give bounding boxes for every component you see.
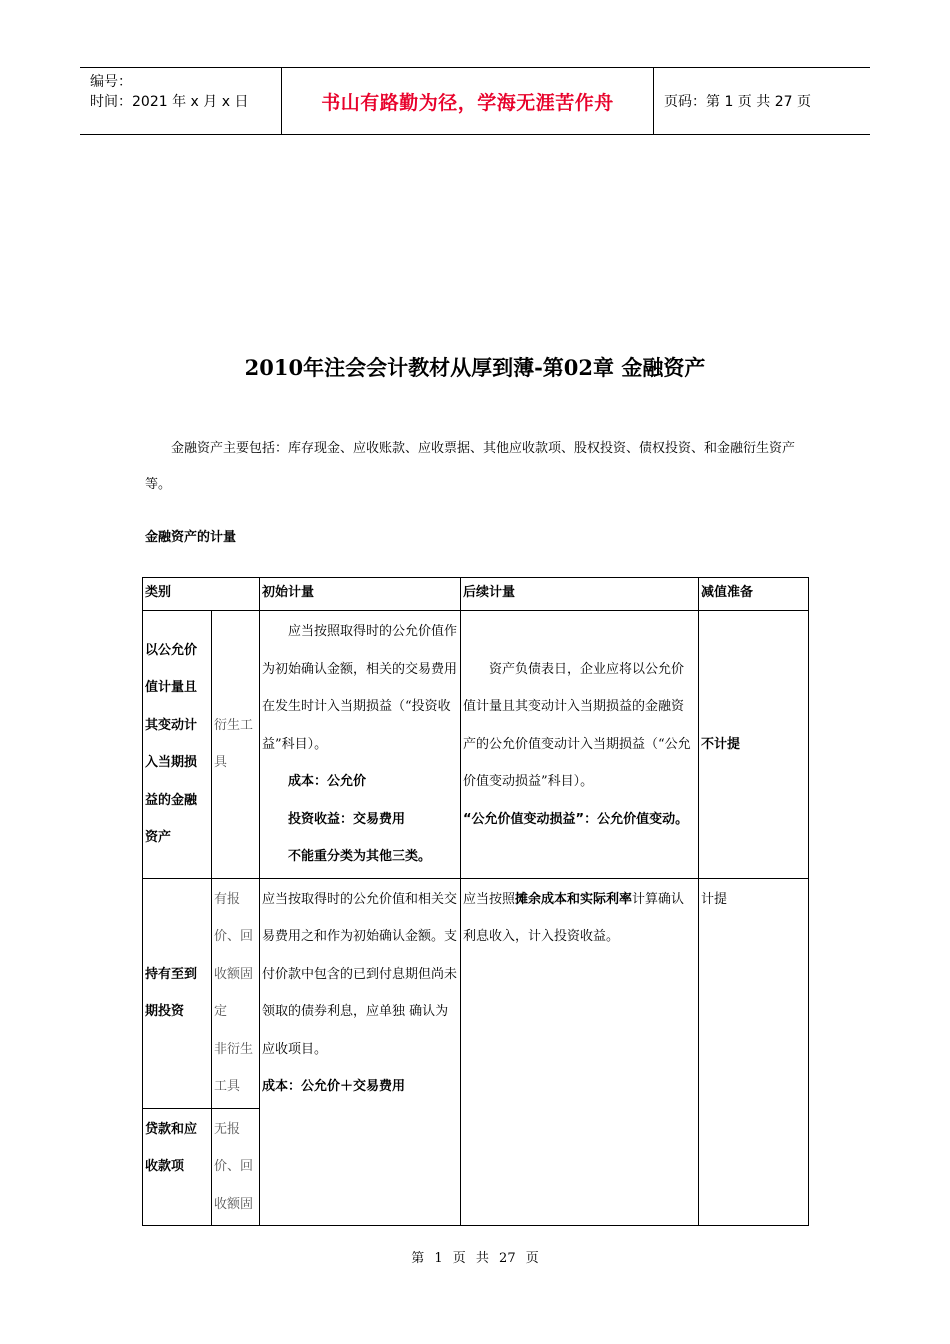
table-header-row (143, 578, 809, 611)
financial-assets-table (142, 577, 809, 1226)
document-title: 2010年注会会计教材从厚到薄-第02章 金融资产 (244, 355, 706, 380)
header-category: 类别 (143, 578, 260, 611)
header-page-info: 页码：第 1 页 共 27 页 (664, 94, 811, 110)
section-heading: 金融资产的计量 (145, 530, 237, 545)
row2-subsequent (461, 878, 699, 1226)
header-initial: 初始计量 (260, 578, 461, 611)
time-label: 时间：2021 年 x 月 x 日 (90, 94, 249, 110)
row3-subtype: 无报价、回收额固 (212, 1108, 260, 1226)
row1-subsequent-bold: “公允价值变动损益”：公允价值变动。 (463, 811, 689, 827)
number-label: 编号： (90, 74, 132, 90)
row2-subsequent-bold: 摊余成本和实际利率 (515, 891, 633, 907)
row2-subsequent-prefix: 应当按照 (463, 891, 516, 907)
page-header (80, 67, 870, 135)
row2-subtype (212, 878, 260, 1108)
table-row (143, 878, 809, 1108)
intro-paragraph: 金融资产主要包括：库存现金、应收账款、应收票据、其他应收款项、股权投资、债权投资、和金融衍生资产等。 (145, 441, 796, 492)
row2-initial-cost: 成本：公允价＋交易费用 (262, 1079, 406, 1094)
row2-category: 持有至到期投资 (143, 878, 212, 1108)
row1-subsequent-text: 资产负债表日，企业应将以公允价值计量且其变动计入当期损益的金融资产的公允价值变动计入当期损益（“公允价值变动损益”科目）。 (463, 661, 691, 789)
row3-category: 贷款和应收款项 (143, 1108, 212, 1226)
header-meta (80, 68, 282, 134)
table-row (143, 611, 809, 879)
row1-initial (260, 611, 461, 879)
row2-subtype-text: 有报价、回收额固定 (214, 891, 254, 1019)
row1-initial-note: 不能重分类为其他三类。 (288, 849, 432, 864)
row2-subsequent-suffix: 计算确认利息收入，计入投资收益。 (463, 891, 685, 944)
row2-initial (260, 878, 461, 1226)
row1-initial-text: 应当按照取得时的公允价值作为初始确认金额，相关的交易费用在发生时计入当期损益（“投资收益”科目）。 (262, 624, 458, 752)
row1-impairment: 不计提 (699, 611, 809, 879)
header-subsequent: 后续计量 (461, 578, 699, 611)
header-impairment: 减值准备 (699, 578, 809, 611)
row1-subsequent (461, 611, 699, 879)
row1-category: 以公允价值计量且其变动计入当期损益的金融资产 (143, 611, 212, 879)
row1-initial-cost: 成本：公允价 (288, 774, 367, 789)
page-footer: 第 1 页 共 27 页 (411, 1251, 539, 1266)
row1-subtype: 衍生工具 (212, 611, 260, 879)
header-motto: 书山有路勤为径，学海无涯苦作舟 (282, 68, 654, 134)
row2-initial-text: 应当按取得时的公允价值和相关交易费用之和作为初始确认金额。支付价款中包含的已到付息期但尚未领取的债券利息，应单独 确认为应收项目。 (262, 891, 458, 1057)
row2-impairment: 计提 (699, 878, 809, 1226)
row2-subtype-extra: 非衍生工具 (214, 1041, 254, 1094)
row1-initial-income: 投资收益：交易费用 (288, 811, 406, 827)
